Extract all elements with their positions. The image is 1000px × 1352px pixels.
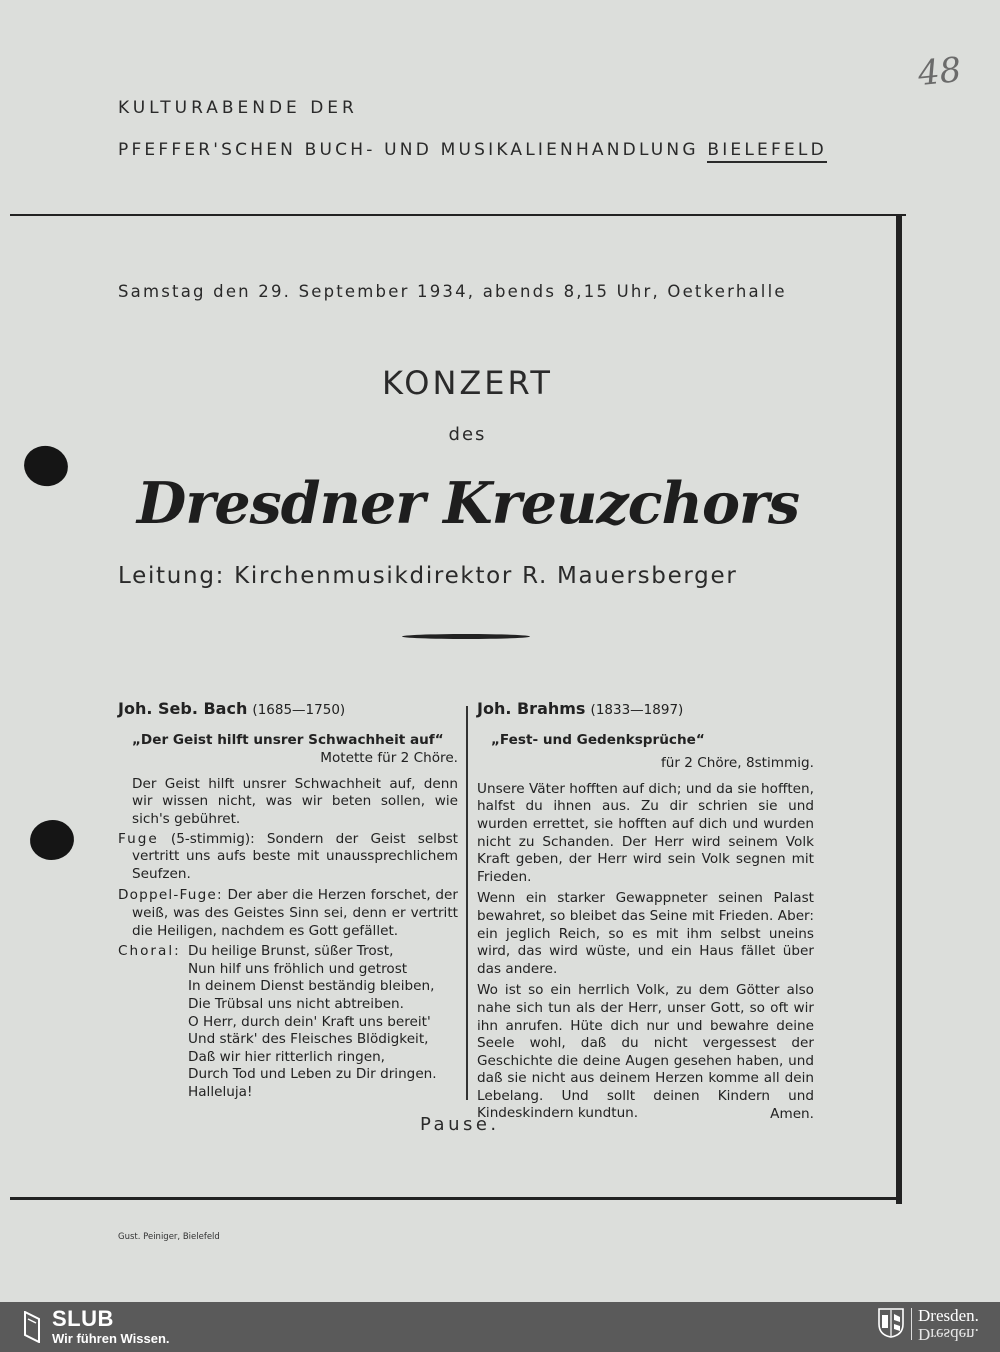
choral-line: Nun hilf uns fröhlich und getrost	[188, 960, 408, 977]
choral-line: Die Trübsal uns nicht abtreiben.	[188, 995, 404, 1012]
bach-choral	[118, 943, 458, 1101]
ornamental-divider	[402, 634, 530, 639]
fuge-text: (5-stimmig): Sondern der Geist selbst vertritt uns aufs beste mit unaussprechlichem Seufzen.	[132, 830, 458, 882]
header-city: BIELEFELD	[707, 140, 827, 163]
brahms-closing: Amen.	[770, 1106, 814, 1123]
punch-hole-bottom	[27, 817, 76, 863]
bach-work-title: „Der Geist hilft unsrer Schwachheit auf“	[132, 731, 444, 748]
frame-right-rule	[896, 214, 902, 1204]
brahms-paragraph: Unsere Väter hofften auf dich; und da sie hofften, halfst du ihnen aus. Zu dir schrien sie und wurden errettet, sie hofften auf dich und wurden nicht zu Schanden. Der Herr wird seinem Volk Kraft geben, der Herr wird sein Volk segnen mit Frieden.	[477, 780, 814, 885]
bach-doppelfuge	[118, 887, 458, 940]
brahms-heading	[477, 700, 814, 720]
choral-line: Durch Tod und Leben zu Dir dringen.	[188, 1066, 437, 1083]
dresden-crest-icon	[878, 1308, 904, 1338]
brahms-work-title: „Fest- und Gedenksprüche“	[491, 731, 705, 748]
title-connector: des	[448, 424, 487, 445]
choral-line: Halleluja!	[188, 1083, 253, 1100]
conductor-line: Leitung: Kirchenmusikdirektor R. Mauersberger	[118, 563, 738, 589]
column-divider	[466, 706, 468, 1100]
brahms-column	[477, 700, 814, 1124]
bach-heading	[118, 700, 458, 720]
choral-line: Und stärk' des Fleisches Blödigkeit,	[188, 1031, 429, 1048]
brahms-paragraph: Wo ist so ein herrlich Volk, zu dem Götter also nahe sich tun als der Herr, unser Gott, so oft wir ihn anrufen. Hüte dich nur und bewahre deine Seele wohl, daß du nicht vergessest der Geschichte die deine Augen gesehen haben, und daß sie nicht aus deinem Herzen komme all dein Lebelang. Und sollt deinen Kindern und Kindeskindern kundtun.	[477, 982, 814, 1122]
ensemble-name: Dresdner Kreuzchors	[136, 470, 800, 537]
concert-title: KONZERT	[382, 364, 553, 402]
bach-fuge	[118, 831, 458, 884]
doppelfuge-text: Der aber die Herzen forschet, der weiß, was des Geistes Sinn sei, denn er vertritt die Heiligen, nachdem es Gott gefället.	[132, 887, 458, 939]
brahms-composer: Joh. Brahms	[477, 699, 586, 718]
dresden-brand: Dresden.	[918, 1306, 979, 1325]
slub-logo-text: SLUB	[52, 1306, 114, 1331]
slub-tagline: Wir führen Wissen.	[52, 1331, 170, 1346]
choral-label: Choral:	[118, 943, 181, 960]
brahms-dates: (1833—1897)	[590, 702, 684, 718]
choral-line: Du heilige Brunst, süßer Trost,	[188, 943, 394, 960]
archive-number: 48	[916, 49, 964, 95]
doppelfuge-label: Doppel-Fuge:	[118, 887, 223, 904]
choral-line: O Herr, durch dein' Kraft uns bereit'	[188, 1013, 431, 1030]
event-dateline: Samstag den 29. September 1934, abends 8,15 Uhr, Oetkerhalle	[118, 282, 787, 301]
header-line-2	[118, 140, 827, 160]
bach-intro: Der Geist hilft unsrer Schwachheit auf, denn wir wissen nicht, was wir beten sollen, wie sich's gebühret.	[132, 775, 458, 827]
frame-top-rule	[10, 214, 906, 216]
bach-composer: Joh. Seb. Bach	[118, 699, 248, 718]
frame-bottom-rule	[10, 1197, 902, 1200]
brahms-work-subtitle: für 2 Chöre, 8stimmig.	[660, 755, 814, 772]
bach-column	[118, 700, 458, 1101]
header-line-1: KULTURABENDE DER	[118, 98, 358, 118]
choral-line: Daß wir hier ritterlich ringen,	[188, 1048, 386, 1065]
header-firm: PFEFFER'SCHEN BUCH- UND MUSIKALIENHANDLUNG	[118, 140, 699, 160]
bach-dates: (1685—1750)	[252, 702, 346, 718]
brahms-paragraph: Wenn ein starker Gewappneter seinen Palast bewahret, so bleibet das Seine mit Frieden. Aber: ein jeglich Reich, so es mit ihm selbst uneins wird, das wird wüste, und ein Haus fället über das andere.	[477, 890, 814, 977]
choral-line: In deinem Dienst beständig bleiben,	[188, 978, 435, 995]
intermission: Pause.	[420, 1114, 500, 1135]
bach-work-subtitle: Motette für 2 Chöre.	[320, 750, 458, 767]
archive-footer-bar	[0, 1302, 1000, 1352]
dresden-brand-mirror: Dresden.	[918, 1325, 979, 1344]
slub-logo-icon	[24, 1311, 40, 1343]
fuge-label: Fuge	[118, 830, 159, 847]
printer-credit: Gust. Peiniger, Bielefeld	[118, 1232, 220, 1242]
punch-hole-top	[20, 442, 71, 490]
footer-separator	[911, 1308, 912, 1340]
